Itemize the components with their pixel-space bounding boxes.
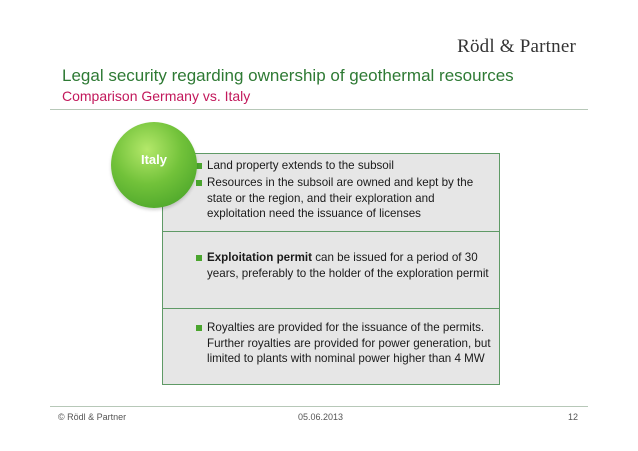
footer-date: 05.06.2013 xyxy=(298,412,344,422)
slide-subtitle: Comparison Germany vs. Italy xyxy=(62,88,251,104)
slide-title: Legal security regarding ownership of geothermal resources xyxy=(62,66,514,85)
bullet-text: Royalties are provided for the issuance of the permits. Further royalties are provided for power generation, but limited to plants with nominal power higher than 4 MW xyxy=(207,321,491,365)
footer-divider xyxy=(50,406,588,407)
content-block-1 xyxy=(163,154,499,231)
bullet-square-icon xyxy=(196,325,202,331)
bullet-square-icon xyxy=(196,180,202,186)
country-badge xyxy=(111,122,197,208)
page-number: 12 xyxy=(567,412,578,422)
brand-logo: Rödl & Partner xyxy=(457,36,576,57)
bullet-text: can be issued for a period of 30 years, preferably to the holder of the exploration permit xyxy=(207,251,489,280)
bullet-item xyxy=(196,250,493,281)
content-panel xyxy=(162,153,500,385)
bullet-item xyxy=(196,175,493,222)
content-block-2 xyxy=(163,231,499,308)
bullet-item xyxy=(196,158,493,174)
bullet-text: Resources in the subsoil are owned and kept by the state or the region, and their exploration and exploitation need the issuance of licenses xyxy=(207,176,474,220)
bullet-bold-text: Exploitation permit xyxy=(207,251,312,264)
footer-copyright: © Rödl & Partner xyxy=(58,412,127,422)
country-badge-label: Italy xyxy=(140,152,167,167)
content-block-3 xyxy=(163,308,499,384)
bullet-text: Land property extends to the subsoil xyxy=(207,159,394,172)
bullet-square-icon xyxy=(196,255,202,261)
header-divider xyxy=(50,109,588,110)
bullet-item xyxy=(196,320,493,367)
